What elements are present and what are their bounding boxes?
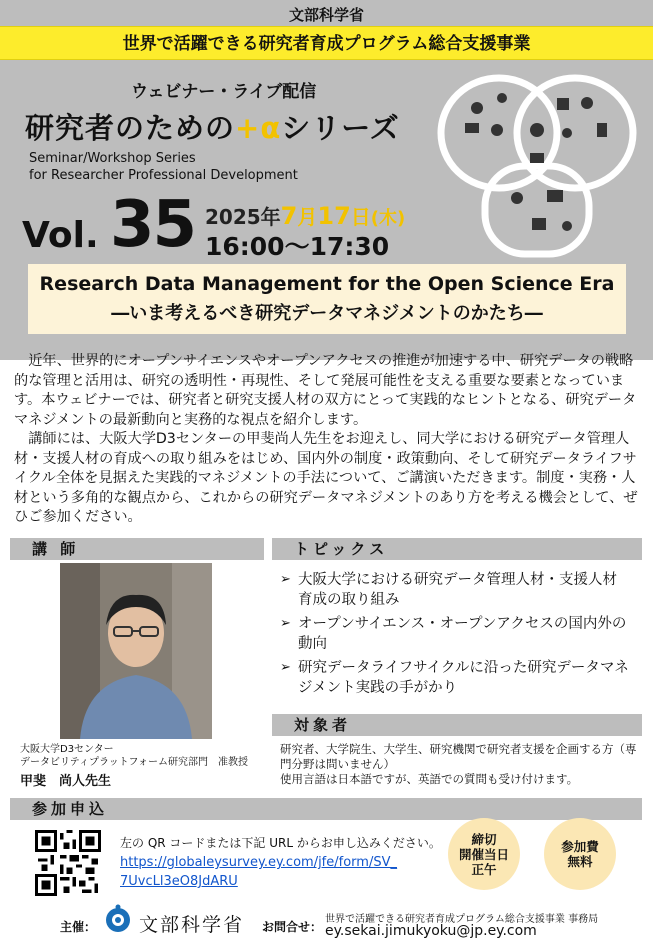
date-day-unit: 日 bbox=[350, 205, 371, 229]
topic-item: ➢ オープンサイエンス・オープンアクセスの国内外の動向 bbox=[280, 614, 630, 654]
speaker-affiliation bbox=[20, 743, 248, 769]
date-year: 2025年 bbox=[205, 205, 281, 229]
audience-heading: 対象者 bbox=[272, 714, 642, 736]
seminar-title-ja: ―いま考えるべき研究データマネジメントのかたち― bbox=[111, 303, 543, 324]
topic-item: ➢ 研究データライフサイクルに沿った研究データマネジメント実践の手がかり bbox=[280, 658, 630, 698]
registration-link[interactable]: https://globaleysurvey.ey.com/jfe/form/SV_7UvcLl3eO8JdARU bbox=[120, 855, 397, 889]
event-time: 16:00～17:30 bbox=[205, 232, 390, 261]
series-title-plus: +α bbox=[235, 111, 282, 145]
speaker-name: 甲斐 尚人先生 bbox=[20, 774, 112, 789]
contact-organization: 世界で活躍できる研究者育成プログラム総合支援事業 事務局 bbox=[325, 914, 599, 925]
fee-line2: 無料 bbox=[567, 854, 593, 869]
audience-line1: 研究者、大学院生、大学生、研究機関で研究者支援を企画する方（専門分野は問いません） bbox=[280, 742, 637, 771]
volume-label: Vol. bbox=[22, 215, 99, 256]
contact-email[interactable]: ey.sekai.jimukyoku@jp.ey.com bbox=[325, 923, 537, 939]
qr-code-icon[interactable] bbox=[35, 830, 101, 896]
host-label: 主催： bbox=[60, 920, 97, 934]
series-english-line1: Seminar/Workshop Series bbox=[29, 151, 196, 166]
apply-heading: 参加申込 bbox=[10, 798, 642, 820]
host-name: 文部科学省 bbox=[139, 914, 245, 936]
series-english bbox=[29, 150, 298, 184]
audience-text bbox=[280, 742, 640, 787]
topic-item: ➢ 大阪大学における研究データ管理人材・支援人材育成の取り組み bbox=[280, 570, 630, 610]
intro-paragraph-2: 講師には、大阪大学D3センターの甲斐尚人先生をお迎えし、同大学における研究データ管理人材・支援人材の育成への取り組みをはじめ、国内外の制度・政策動向、そして研究データライフサイクル全体を見据えた実践的マネジメントの手法について、ご講演いただきます。制度・実務・人材という多角的な観点から、これからの研究データマネジメントのあり方を考える機会として、ぜひご参加ください。 bbox=[14, 431, 638, 525]
topics-list bbox=[280, 570, 630, 702]
speaker-affiliation-line2: データビリティプラットフォーム研究部門 准教授 bbox=[20, 757, 248, 768]
fee-badge bbox=[544, 818, 616, 890]
ministry-label: 文部科学省 bbox=[288, 6, 364, 24]
venn-icons-graphic bbox=[437, 68, 637, 258]
apply-instructions: 左の QR コードまたは下記 URL からお申し込みください。 bbox=[120, 836, 441, 850]
speaker-photo bbox=[60, 563, 212, 739]
seminar-title-box bbox=[28, 264, 626, 334]
date-month-unit: 月 bbox=[297, 205, 318, 229]
mext-logo-icon bbox=[104, 904, 132, 934]
speaker-affiliation-line1: 大阪大学D3センター bbox=[20, 744, 114, 755]
volume-number: 35 bbox=[110, 188, 196, 262]
topics-heading: トピックス bbox=[272, 538, 642, 560]
series-title-post: シリーズ bbox=[281, 111, 400, 145]
deadline-line2: 開催当日 bbox=[458, 846, 509, 862]
intro-text bbox=[14, 352, 642, 528]
audience-line2: 使用言語は日本語ですが、英語での質問も受け付けます。 bbox=[280, 772, 579, 786]
event-date bbox=[205, 201, 405, 230]
speaker-heading: 講 師 bbox=[10, 538, 264, 560]
webinar-label: ウェビナー・ライブ配信 bbox=[131, 82, 317, 102]
series-title-pre: 研究者のための bbox=[25, 111, 236, 145]
contact-label: お問合せ： bbox=[262, 920, 323, 934]
fee-line1: 参加費 bbox=[561, 839, 599, 854]
deadline-badge bbox=[448, 818, 520, 890]
date-month: 7 bbox=[280, 202, 298, 230]
date-weekday: (木) bbox=[370, 208, 406, 229]
deadline-line1: 締切 bbox=[471, 831, 497, 847]
date-day: 17 bbox=[317, 202, 351, 230]
intro-paragraph-1: 近年、世界的にオープンサイエンスやオープンアクセスの推進が加速する中、研究データの戦略的な管理と活用は、研究の透明性・再現性、そして発展可能性を支える重要な要素となっています。本ウェビナーでは、研究者と研究支援人材の双方にとって実践的なヒントとなる、研究データマネジメントの最新動向と実務的な視点を紹介します。 bbox=[14, 353, 637, 428]
deadline-line3: 正午 bbox=[471, 861, 497, 877]
series-title bbox=[25, 106, 400, 147]
program-banner: 世界で活躍できる研究者育成プログラム総合支援事業 bbox=[0, 26, 653, 60]
series-english-line2: for Researcher Professional Development bbox=[29, 168, 298, 183]
seminar-title-en: Research Data Management for the Open Science Era bbox=[39, 273, 615, 295]
